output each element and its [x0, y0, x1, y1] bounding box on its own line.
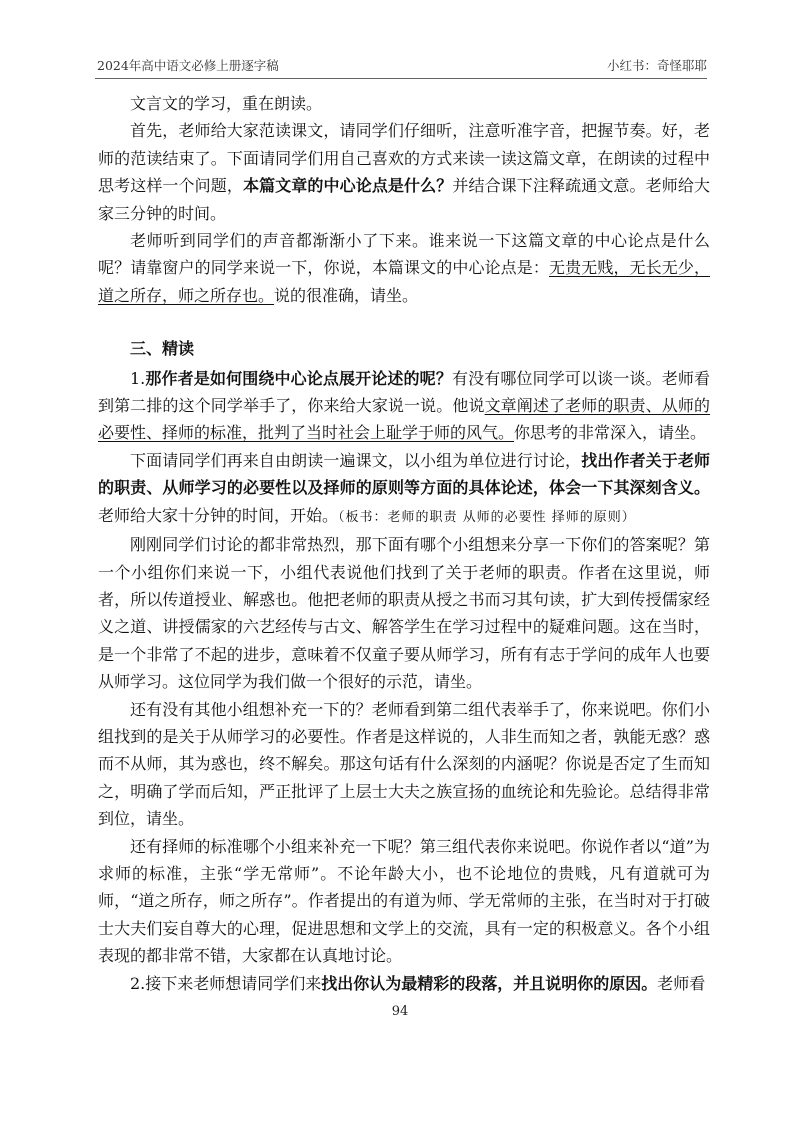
paragraph-central-argument: 老师听到同学们的声音都渐渐小了下来。谁来说一下这篇文章的中心论点是什么呢？请靠窗户的同学来说一下，你说，本篇课文的中心论点是：无贵无贱，无长无少，道之所存，师之所存也。说的很准确，请坐。 — [98, 231, 710, 305]
paragraph-group-3: 还有择师的标准哪个小组来补充一下呢？第三组代表你来说吧。你说作者以“道”为求师的标准，主张“学无常师”。不论年龄大小，也不论地位的贵贱，凡有道就可为师，“道之所存，师之所存”。作者提出的有道为师、学无常师的主张，在当时对于打破士大夫们妄自尊大的心理，促进思想和文学上的交流，具有一定的积极意义。各个小组表现的都非常不错，大家都在认真地讨论。 — [98, 836, 710, 966]
student-answer-underlined: 文章阐述了老师的职责、从师的必要性、择师的标准，批判了当时社会上耻学于师的风气。 — [98, 396, 710, 443]
paragraph-question-1: 1.那作者是如何围绕中心论点展开论述的呢？有没有哪位同学可以谈一谈。老师看到第二排的这个同学举手了，你来给大家说一说。他说文章阐述了老师的职责、从师的必要性、择师的标准，批判了当时社会上耻学于师的风气。你思考的非常深入，请坐。 — [98, 368, 710, 443]
paragraph-group-2: 还有没有其他小组想补充一下的？老师看到第二组代表举手了，你来说吧。你们小组找到的是关于从师学习的必要性。作者是这样说的，人非生而知之者，孰能无惑？惑而不从师，其为惑也，终不解矣。那这句话有什么深刻的内涵呢？你说是否定了生而知之，明确了学而后知，严正批评了上层士大夫之族宣扬的血统论和先验论。总结得非常到位，请坐。 — [98, 699, 710, 829]
section-heading-intensive-reading: 三、精读 — [130, 339, 195, 359]
paragraph-reading: 首先，老师给大家范读课文，请同学们仔细听，注意听准字音，把握节奏。好，老师的范读结束了。下面请同学们用自己喜欢的方式来读一读这篇文章，在朗读的过程中思考这样一个问题，本篇文章的中心论点是什么？并结合课下注释疏通文意。老师给大家三分钟的时间。 — [98, 121, 710, 223]
header-author: 小红书：奇怪耶耶 — [606, 58, 707, 73]
paragraph-question-2: 2.接下来老师想请同学们来找出你认为最精彩的段落，并且说明你的原因。老师看 — [130, 973, 706, 993]
page-number: 94 — [391, 1004, 409, 1019]
document-body — [98, 90, 710, 997]
question-1-bold: 那作者是如何围绕中心论点展开论述的呢？ — [145, 368, 452, 388]
header-divider — [95, 78, 707, 79]
paragraph-group-1: 刚刚同学们讨论的都非常热烈，那下面有哪个小组想来分享一下你们的答案呢？第一个小组你们来说一下，小组代表说他们找到了关于老师的职责。作者在这里说，师者，所以传道授业、解惑也。他把老师的职责从授之书而习其句读，扩大到传授儒家经义之道、讲授儒家的六艺经传与古文、解答学生在学习过程中的疑难问题。这在当时，是一个非常了不起的进步，意味着不仅童子要从师学习，所有有志于学问的成年人也要从师学习。这位同学为我们做一个很好的示范，请坐。 — [98, 535, 710, 692]
paragraph-group-discussion: 下面请同学们再来自由朗读一遍课文，以小组为单位进行讨论，找出作者关于老师的职责、从师学习的必要性以及择师的原则等方面的具体论述，体会一下其深刻含义。老师给大家十分钟的时间，开始。（板书：老师的职责 从师的必要性 择师的原则） — [98, 450, 710, 525]
question-2-bold: 找出你认为最精彩的段落，并且说明你的原因。 — [321, 973, 658, 993]
blackboard-note: （板书：老师的职责 从师的必要性 择师的原则） — [338, 509, 636, 525]
central-argument-quote: 无贵无贱，无长无少，道之所存，师之所存也。 — [98, 258, 710, 305]
key-question-central-argument: 本篇文章的中心论点是什么？ — [242, 176, 453, 196]
paragraph-intro: 文言文的学习，重在朗读。 — [130, 94, 323, 113]
page-header — [97, 56, 707, 78]
discussion-task-bold: 找出作者关于老师的职责、从师学习的必要性以及择师的原则等方面的具体论述，体会一下其深刻含义。 — [98, 450, 710, 498]
header-title: 2024年高中语文必修上册逐字稿 — [97, 58, 279, 73]
